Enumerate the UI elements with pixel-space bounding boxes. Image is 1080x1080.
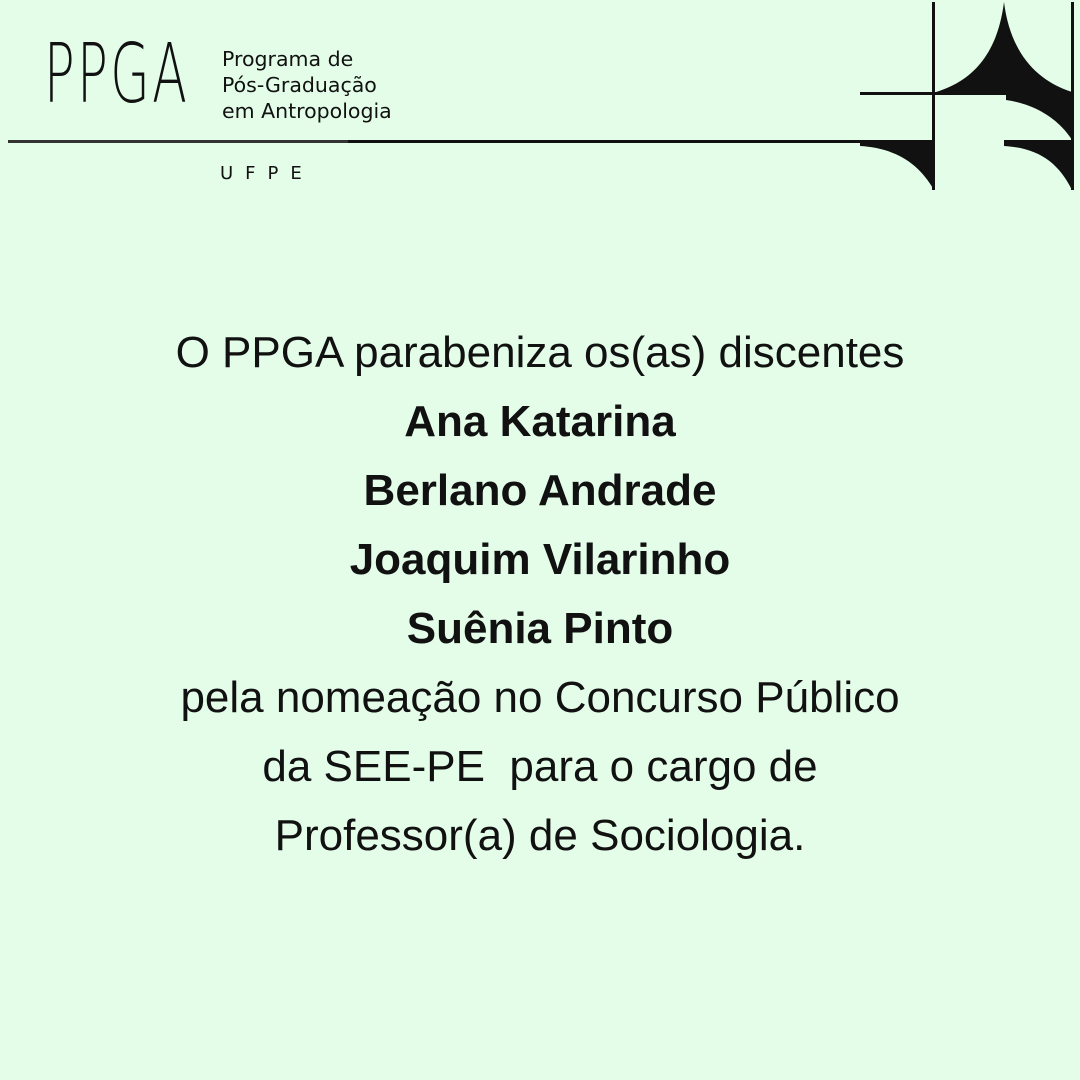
- university-label: UFPE: [220, 163, 314, 184]
- ppga-emblem-icon: [858, 0, 1080, 195]
- message-closing-line: pela nomeação no Concurso Público: [180, 673, 900, 722]
- header-divider: [8, 140, 870, 143]
- logo-acronym: PPGA: [44, 27, 190, 122]
- student-name: Joaquim Vilarinho: [349, 535, 731, 584]
- student-name: Berlano Andrade: [363, 466, 717, 515]
- program-name-line: Pós-Graduação: [222, 73, 377, 97]
- announcement-message: [40, 318, 1040, 870]
- message-closing-line: Professor(a) de Sociologia.: [274, 811, 806, 860]
- logo-program-name: [222, 46, 392, 124]
- program-name-line: em Antropologia: [222, 99, 392, 123]
- header-divider-left: [8, 140, 348, 143]
- student-name: Suênia Pinto: [406, 604, 674, 653]
- message-closing-line: da SEE-PE para o cargo de: [262, 742, 818, 791]
- message-intro: O PPGA parabeniza os(as) discentes: [175, 328, 905, 377]
- program-name-line: Programa de: [222, 47, 354, 71]
- student-name: Ana Katarina: [404, 397, 676, 446]
